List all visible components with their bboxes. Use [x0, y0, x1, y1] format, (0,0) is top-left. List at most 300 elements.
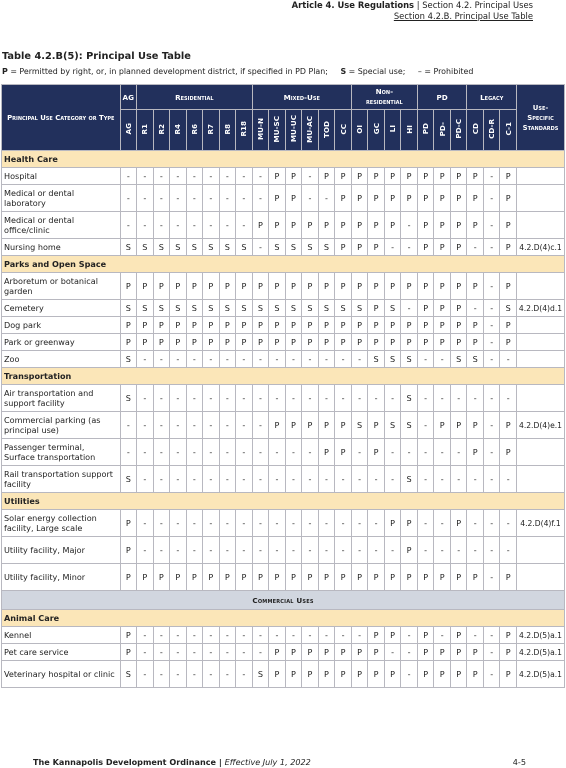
use-specific-standard: [517, 537, 565, 564]
permission-cell: P: [269, 273, 286, 300]
permission-cell: -: [483, 351, 500, 368]
permission-cell: P: [368, 168, 385, 185]
permission-cell: P: [285, 564, 302, 591]
permission-cell: S: [384, 412, 401, 439]
permission-cell: -: [434, 627, 451, 644]
use-name: Veterinary hospital or clinic: [2, 661, 121, 688]
permission-cell: -: [269, 537, 286, 564]
permission-cell: S: [153, 239, 170, 256]
permission-cell: -: [302, 627, 319, 644]
permission-cell: P: [203, 273, 220, 300]
permission-cell: -: [335, 627, 352, 644]
permission-cell: -: [120, 412, 137, 439]
permission-cell: S: [153, 300, 170, 317]
permission-cell: P: [368, 334, 385, 351]
permission-cell: P: [269, 564, 286, 591]
district-label: GC: [371, 123, 381, 135]
permission-cell: -: [483, 466, 500, 493]
permission-cell: P: [153, 273, 170, 300]
district-label: CD: [470, 123, 480, 135]
permission-cell: P: [302, 644, 319, 661]
permission-cell: -: [186, 351, 203, 368]
permission-cell: S: [186, 239, 203, 256]
permission-cell: P: [401, 334, 418, 351]
permission-cell: P: [219, 334, 236, 351]
permission-cell: P: [467, 439, 484, 466]
legacy-header: Legacy: [467, 85, 517, 110]
permission-cell: -: [236, 351, 253, 368]
permission-cell: P: [153, 564, 170, 591]
permission-cell: S: [351, 412, 368, 439]
permission-cell: P: [417, 644, 434, 661]
permission-cell: -: [120, 168, 137, 185]
permission-cell: -: [434, 351, 451, 368]
permission-cell: -: [483, 385, 500, 412]
permission-cell: -: [285, 466, 302, 493]
legend-s-text: = Special use;: [348, 67, 406, 76]
use-specific-standard: [517, 212, 565, 239]
permission-cell: -: [417, 510, 434, 537]
permission-cell: -: [153, 661, 170, 688]
permission-cell: P: [450, 212, 467, 239]
permission-cell: -: [252, 510, 269, 537]
permission-cell: -: [318, 466, 335, 493]
permission-cell: -: [153, 466, 170, 493]
permission-cell: -: [351, 466, 368, 493]
permission-cell: -: [434, 510, 451, 537]
permission-cell: P: [335, 185, 352, 212]
permission-cell: P: [351, 168, 368, 185]
permission-cell: -: [269, 466, 286, 493]
permission-cell: P: [368, 564, 385, 591]
permission-cell: S: [236, 239, 253, 256]
permission-cell: P: [252, 273, 269, 300]
permission-cell: -: [219, 466, 236, 493]
permission-cell: P: [384, 564, 401, 591]
permission-cell: -: [219, 212, 236, 239]
permission-cell: -: [186, 168, 203, 185]
district-header: [137, 110, 154, 151]
permission-cell: P: [467, 334, 484, 351]
use-specific-standard: [517, 439, 565, 466]
header-separator: |: [416, 0, 420, 10]
permission-cell: P: [335, 212, 352, 239]
use-specific-standard: [517, 168, 565, 185]
permission-cell: -: [285, 439, 302, 466]
permission-cell: P: [120, 644, 137, 661]
permission-cell: -: [153, 510, 170, 537]
permission-cell: P: [434, 168, 451, 185]
permission-cell: -: [203, 466, 220, 493]
permission-cell: P: [384, 212, 401, 239]
permission-cell: -: [137, 466, 154, 493]
district-header: [153, 110, 170, 151]
permission-cell: P: [302, 334, 319, 351]
permission-cell: S: [219, 239, 236, 256]
district-header: [483, 110, 500, 151]
district-header: [269, 110, 286, 151]
permission-cell: S: [351, 300, 368, 317]
permission-cell: -: [252, 185, 269, 212]
category-row: [2, 151, 565, 168]
section-label: Commercial Uses: [2, 591, 565, 610]
district-label: TOD: [321, 120, 331, 138]
permission-cell: -: [252, 644, 269, 661]
permission-cell: P: [417, 564, 434, 591]
permission-cell: -: [335, 351, 352, 368]
district-label: MU-SC: [272, 115, 282, 143]
permission-cell: P: [434, 273, 451, 300]
permission-cell: S: [252, 661, 269, 688]
district-label: R4: [173, 123, 183, 135]
permission-cell: -: [170, 537, 187, 564]
permission-cell: -: [467, 627, 484, 644]
permission-cell: -: [252, 537, 269, 564]
permission-cell: -: [417, 439, 434, 466]
permission-cell: P: [186, 564, 203, 591]
permission-cell: -: [384, 239, 401, 256]
permission-cell: P: [335, 564, 352, 591]
permission-cell: -: [500, 351, 517, 368]
permission-cell: -: [252, 239, 269, 256]
permission-cell: P: [170, 317, 187, 334]
permission-cell: -: [219, 439, 236, 466]
permission-cell: -: [252, 351, 269, 368]
table-title: Table 4.2.B(5): Principal Use Table: [2, 51, 191, 62]
permission-cell: P: [318, 439, 335, 466]
permission-cell: P: [153, 334, 170, 351]
district-header: [236, 110, 253, 151]
permission-cell: -: [120, 185, 137, 212]
permission-cell: -: [236, 212, 253, 239]
footer-effective-date: Effective July 1, 2022: [224, 757, 311, 767]
footer-ordinance-name: The Kannapolis Development Ordinance |: [33, 757, 222, 767]
permission-cell: P: [318, 564, 335, 591]
permission-cell: -: [153, 412, 170, 439]
use-name: Pet care service: [2, 644, 121, 661]
permission-cell: P: [335, 334, 352, 351]
permission-cell: -: [302, 351, 319, 368]
permission-cell: P: [302, 564, 319, 591]
permission-cell: P: [434, 300, 451, 317]
permission-cell: -: [483, 412, 500, 439]
permission-cell: P: [252, 334, 269, 351]
permission-cell: -: [450, 466, 467, 493]
permission-cell: P: [417, 239, 434, 256]
permission-cell: -: [401, 439, 418, 466]
permission-cell: S: [203, 300, 220, 317]
permission-cell: -: [417, 412, 434, 439]
permission-cell: -: [236, 627, 253, 644]
permission-cell: -: [351, 537, 368, 564]
district-label: CC: [338, 123, 348, 135]
permission-cell: -: [483, 439, 500, 466]
table-row: [2, 317, 565, 334]
permission-cell: S: [401, 412, 418, 439]
permission-cell: S: [186, 300, 203, 317]
permission-cell: -: [153, 168, 170, 185]
use-name: Medical or dental office/clinic: [2, 212, 121, 239]
permission-cell: -: [401, 627, 418, 644]
permission-cell: -: [170, 466, 187, 493]
district-header: [384, 110, 401, 151]
use-specific-standard: 4.2.D(5)a.1: [517, 661, 565, 688]
permission-cell: P: [302, 412, 319, 439]
category-label: Transportation: [2, 368, 565, 385]
district-header: [120, 110, 137, 151]
permission-cell: P: [450, 510, 467, 537]
permission-cell: -: [170, 661, 187, 688]
district-header: [434, 110, 451, 151]
permission-cell: S: [384, 351, 401, 368]
mixed-use-header: Mixed-Use: [252, 85, 351, 110]
permission-cell: P: [368, 412, 385, 439]
permission-cell: P: [450, 300, 467, 317]
district-label: CD-R: [487, 119, 497, 139]
permission-cell: P: [500, 564, 517, 591]
section-title: Section 4.2. Principal Uses: [422, 0, 533, 10]
permission-cell: S: [368, 351, 385, 368]
permission-cell: P: [335, 412, 352, 439]
table-row: [2, 185, 565, 212]
permission-cell: P: [384, 317, 401, 334]
permission-cell: -: [467, 510, 484, 537]
permission-cell: S: [302, 239, 319, 256]
permission-cell: -: [434, 439, 451, 466]
permission-cell: -: [318, 385, 335, 412]
permission-cell: -: [186, 466, 203, 493]
permission-cell: P: [285, 168, 302, 185]
permission-cell: P: [368, 212, 385, 239]
permission-cell: P: [203, 317, 220, 334]
permission-cell: P: [450, 168, 467, 185]
legend-dash-text: – = Prohibited: [417, 67, 474, 76]
permission-cell: -: [450, 385, 467, 412]
permission-cell: P: [417, 212, 434, 239]
use-name: Commercial parking (as principal use): [2, 412, 121, 439]
permission-cell: P: [467, 661, 484, 688]
use-specific-standard: 4.2.D(4)d.1: [517, 300, 565, 317]
permission-cell: P: [285, 644, 302, 661]
permission-cell: P: [236, 317, 253, 334]
permission-cell: P: [335, 239, 352, 256]
permission-cell: -: [450, 537, 467, 564]
category-label: Animal Care: [2, 610, 565, 627]
permission-cell: P: [417, 273, 434, 300]
permission-cell: -: [203, 627, 220, 644]
permission-cell: P: [186, 334, 203, 351]
use-specific-standard: 4.2.D(4)f.1: [517, 510, 565, 537]
permission-cell: P: [368, 317, 385, 334]
permission-cell: S: [137, 239, 154, 256]
permission-cell: P: [318, 273, 335, 300]
permission-cell: P: [417, 168, 434, 185]
permission-cell: P: [335, 661, 352, 688]
use-name: Nursing home: [2, 239, 121, 256]
permission-cell: -: [368, 385, 385, 412]
permission-cell: P: [170, 564, 187, 591]
use-specific-standard: [517, 185, 565, 212]
permission-cell: P: [401, 168, 418, 185]
permission-cell: P: [285, 273, 302, 300]
permission-cell: -: [170, 385, 187, 412]
permission-cell: P: [500, 212, 517, 239]
permission-cell: P: [401, 185, 418, 212]
permission-cell: -: [170, 212, 187, 239]
permission-cell: -: [500, 510, 517, 537]
permission-cell: S: [285, 239, 302, 256]
permission-cell: P: [285, 412, 302, 439]
permission-cell: S: [120, 300, 137, 317]
permission-cell: S: [401, 466, 418, 493]
use-name: Solar energy collection facility, Large scale: [2, 510, 121, 537]
permission-cell: -: [137, 439, 154, 466]
permission-cell: P: [137, 273, 154, 300]
permission-cell: -: [285, 510, 302, 537]
permission-cell: -: [269, 510, 286, 537]
permission-cell: -: [186, 661, 203, 688]
permission-cell: -: [219, 185, 236, 212]
permission-cell: -: [137, 537, 154, 564]
permission-cell: P: [450, 317, 467, 334]
permission-cell: P: [203, 564, 220, 591]
permission-cell: S: [401, 385, 418, 412]
permission-cell: P: [120, 537, 137, 564]
use-name: Dog park: [2, 317, 121, 334]
use-specific-standard: 4.2.D(5)a.1: [517, 644, 565, 661]
permission-cell: P: [467, 412, 484, 439]
page-header: [292, 0, 533, 22]
ag-header: AG: [120, 85, 137, 110]
permission-cell: -: [351, 627, 368, 644]
permission-cell: -: [236, 510, 253, 537]
permission-cell: P: [351, 185, 368, 212]
use-specific-standard: [517, 273, 565, 300]
permission-cell: P: [450, 661, 467, 688]
permission-cell: P: [500, 644, 517, 661]
pd-header: PD: [417, 85, 467, 110]
permission-cell: S: [467, 351, 484, 368]
permission-cell: -: [203, 661, 220, 688]
non-residential-header: Non-residential: [351, 85, 417, 110]
permission-cell: -: [368, 466, 385, 493]
permission-cell: P: [351, 334, 368, 351]
permission-cell: -: [335, 510, 352, 537]
use-name: Park or greenway: [2, 334, 121, 351]
district-header: [186, 110, 203, 151]
use-name: Cemetery: [2, 300, 121, 317]
table-row: [2, 564, 565, 591]
permission-cell: P: [335, 273, 352, 300]
permission-cell: -: [483, 644, 500, 661]
permission-cell: P: [170, 334, 187, 351]
permission-cell: P: [500, 273, 517, 300]
category-row: [2, 493, 565, 510]
permission-cell: -: [186, 185, 203, 212]
permission-cell: P: [467, 168, 484, 185]
category-header: Principal Use Category or Type: [2, 85, 121, 151]
permission-cell: -: [434, 385, 451, 412]
permission-cell: -: [252, 466, 269, 493]
permission-cell: P: [450, 334, 467, 351]
permission-cell: -: [219, 168, 236, 185]
district-header: [351, 110, 368, 151]
permission-cell: -: [252, 412, 269, 439]
permission-cell: -: [236, 644, 253, 661]
permission-cell: -: [467, 466, 484, 493]
permission-cell: -: [384, 644, 401, 661]
permission-cell: -: [236, 385, 253, 412]
permission-cell: P: [219, 273, 236, 300]
permission-cell: -: [483, 564, 500, 591]
use-specific-standard: 4.2.D(4)c.1: [517, 239, 565, 256]
permission-cell: P: [269, 334, 286, 351]
permission-cell: -: [302, 537, 319, 564]
permission-cell: P: [269, 212, 286, 239]
permission-cell: -: [120, 439, 137, 466]
district-label: R1: [140, 123, 150, 135]
district-label: R2: [156, 123, 166, 135]
permission-cell: -: [285, 627, 302, 644]
permission-cell: P: [351, 239, 368, 256]
page-number: 4-5: [512, 757, 526, 767]
permission-cell: P: [434, 412, 451, 439]
permission-cell: P: [318, 661, 335, 688]
permission-cell: S: [252, 300, 269, 317]
permission-cell: -: [186, 537, 203, 564]
permission-cell: P: [368, 239, 385, 256]
permission-cell: -: [137, 385, 154, 412]
district-label: MU-UC: [288, 115, 298, 143]
permission-cell: -: [236, 661, 253, 688]
permission-cell: P: [384, 273, 401, 300]
permission-cell: -: [351, 439, 368, 466]
permission-cell: P: [269, 317, 286, 334]
permission-cell: -: [252, 439, 269, 466]
permission-cell: P: [335, 439, 352, 466]
table-row: [2, 273, 565, 300]
table-row: [2, 627, 565, 644]
permission-cell: -: [467, 300, 484, 317]
permission-cell: -: [170, 644, 187, 661]
permission-cell: P: [450, 627, 467, 644]
permission-cell: P: [120, 334, 137, 351]
permission-cell: -: [186, 212, 203, 239]
permission-cell: P: [434, 212, 451, 239]
permission-cell: -: [137, 627, 154, 644]
permission-cell: -: [153, 351, 170, 368]
permission-cell: -: [186, 385, 203, 412]
permission-cell: -: [137, 510, 154, 537]
use-specific-standard: 4.2.D(4)e.1: [517, 412, 565, 439]
permission-cell: P: [318, 212, 335, 239]
use-name: Medical or dental laboratory: [2, 185, 121, 212]
permission-cell: P: [219, 317, 236, 334]
district-header: [401, 110, 418, 151]
permission-cell: P: [351, 317, 368, 334]
permission-cell: S: [401, 351, 418, 368]
district-label: PD-: [437, 121, 447, 137]
district-header: [467, 110, 484, 151]
permission-cell: -: [351, 510, 368, 537]
district-label: R7: [206, 123, 216, 135]
permission-cell: -: [401, 239, 418, 256]
permission-cell: -: [137, 644, 154, 661]
permission-cell: -: [500, 466, 517, 493]
permission-cell: P: [401, 537, 418, 564]
permission-cell: P: [368, 300, 385, 317]
table-legend: [2, 67, 473, 76]
